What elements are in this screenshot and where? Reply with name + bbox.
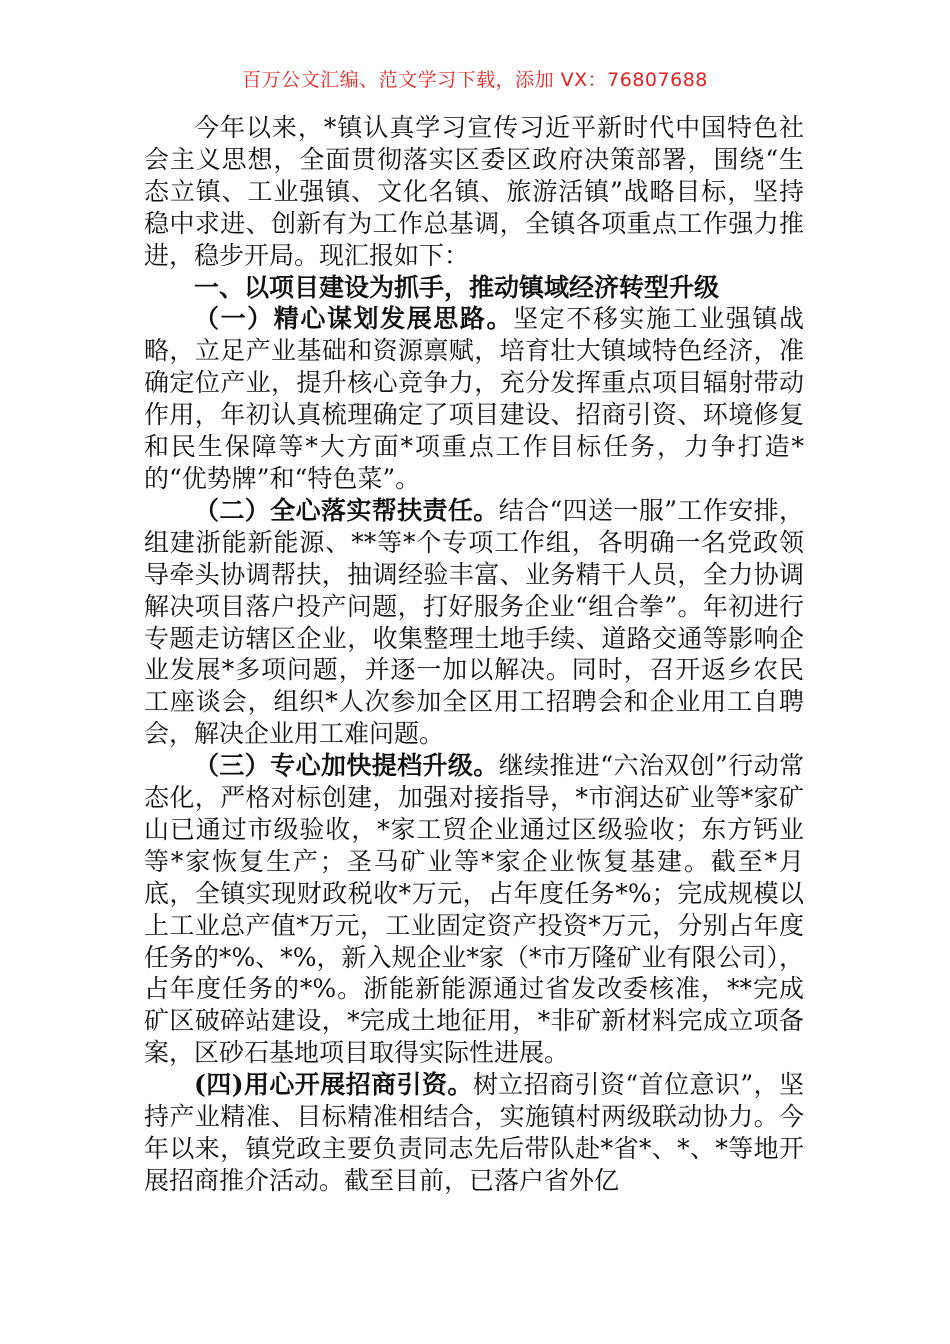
- intro-paragraph: 今年以来，*镇认真学习宣传习近平新时代中国特色社会主义思想，全面贯彻落实区委区政府决策部署，围绕“生态立镇、工业强镇、文化名镇、旅游活镇”战略目标，坚持稳中求进、创新有为工作总基调，全镇各项重点工作强力推进，稳步开局。现汇报如下：: [144, 113, 804, 270]
- item-4-text: 树立招商引资“首位意识”，坚持产业精准、目标精准相结合，实施镇村两级联动协力。今年以来，镇党政主要负责同志先后带队赴*省*、*、*等地开展招商推介活动。截至目前，已落户省外亿: [144, 1070, 804, 1195]
- item-3-title: （三）专心加快提档升级。: [194, 751, 499, 781]
- watermark-header: 百万公文汇编、范文学习下载，添加 VX：76807688: [242, 69, 708, 91]
- paragraph-item-1: [144, 303, 804, 494]
- paragraph-item-3: [144, 750, 804, 1069]
- paragraph-item-4: [144, 1069, 804, 1197]
- item-2-text: 结合“四送一服”工作安排，组建浙能新能源、**等*个专项工作组，各明确一名党政领导牵头协调帮扶，抽调经验丰富、业务精干人员，全力协调解决项目落户投产问题，打好服务企业“组合拳”。年初进行专题走访辖区企业，收集整理土地手续、道路交通等影响企业发展*多项问题，并逐一加以解决。同时，召开返乡农民工座谈会，组织*人次参加全区用工招聘会和企业用工自聘会，解决企业用工难问题。: [144, 495, 804, 749]
- item-1-text: 坚定不移实施工业强镇战略，立足产业基础和资源禀赋，培育壮大镇域特色经济，准确定位产业，提升核心竞争力，充分发挥重点项目辐射带动作用，年初认真梳理确定了项目建设、招商引资、环境修复和民生保障等*大方面*项重点工作目标任务，力争打造*的“优势牌”和“特色菜”。: [144, 304, 804, 493]
- section-heading: 一、以项目建设为抓手，推动镇域经济转型升级: [194, 272, 720, 302]
- document-body: [144, 112, 804, 1197]
- item-1-title: （一）精心谋划发展思路。: [194, 304, 514, 334]
- paragraph-item-2: [144, 495, 804, 750]
- item-3-text: 继续推进“六治双创”行动常态化，严格对标创建，加强对接指导，*市润达矿业等*家矿山已通过市级验收，*家工贸企业通过区级验收；东方钙业等*家恢复生产；圣马矿业等*家企业恢复基建。截至*月底，全镇实现财政税收*万元，占年度任务*%；完成规模以上工业总产值*万元，工业固定资产投资*万元，分别占年度任务的*%、*%，新入规企业*家（*市万隆矿业有限公司），占年度任务的*%。浙能新能源通过省发改委核准，**完成矿区破碎站建设，*完成土地征用，*非矿新材料完成立项备案，区砂石基地项目取得实际性进展。: [144, 751, 805, 1068]
- item-4-title: (四)用心开展招商引资。: [194, 1070, 473, 1100]
- item-2-title: （二）全心落实帮扶责任。: [194, 495, 499, 525]
